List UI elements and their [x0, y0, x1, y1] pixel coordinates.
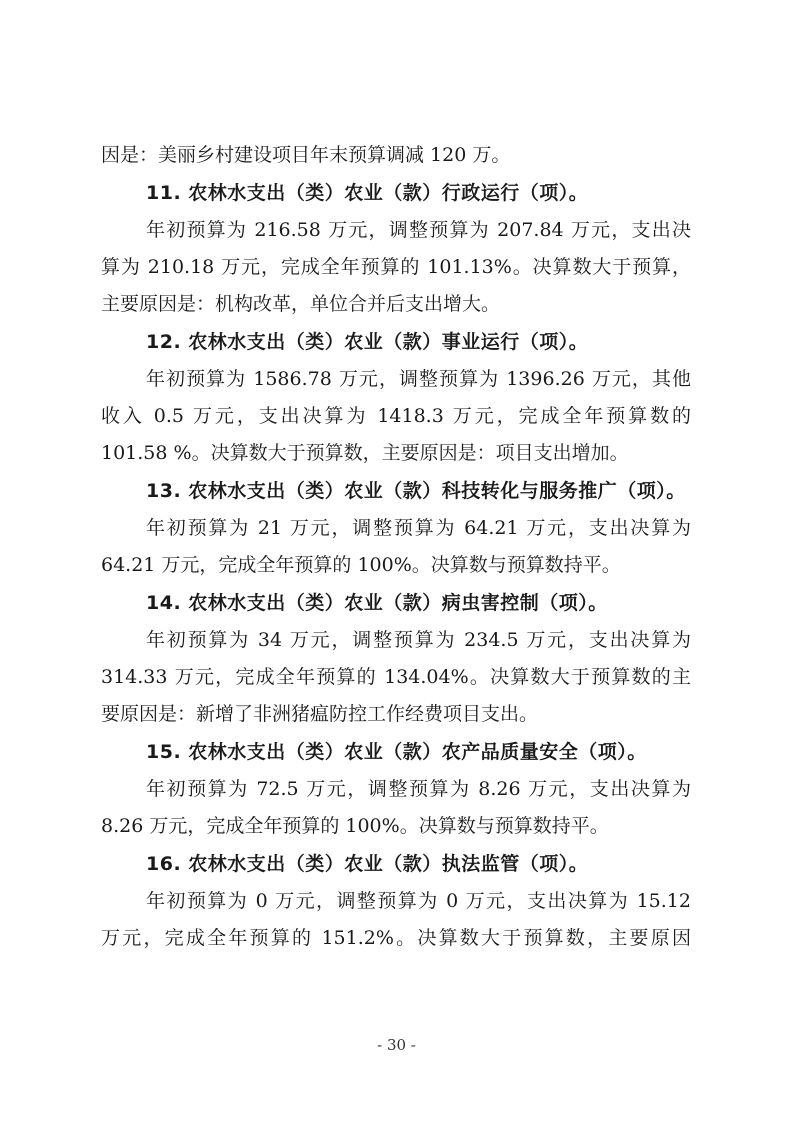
paragraph-line: 年初预算为 216.58 万元，调整预算为 207.84 万元，支出决 [146, 219, 691, 241]
paragraph-line: 年初预算为 1586.78 万元，调整预算为 1396.26 万元，其他 [146, 368, 691, 390]
paragraph-line: 314.33 万元，完成全年预算的 134.04%。决算数大于预算数的主 [101, 666, 691, 688]
paragraph-line: 64.21 万元，完成全年预算的 100%。决算数与预算数持平。 [101, 554, 621, 576]
paragraph-line: 算为 210.18 万元，完成全年预算的 101.13%。决算数大于预算， [101, 256, 691, 278]
paragraph-line: 年初预算为 0 万元，调整预算为 0 万元，支出决算为 15.12 [146, 890, 691, 912]
paragraph-line: 8.26 万元，完成全年预算的 100%。决算数与预算数持平。 [101, 815, 609, 837]
paragraph-line: 主要原因是：机构改革，单位合并后支出增大。 [101, 293, 501, 315]
paragraph-line: 年初预算为 34 万元，调整预算为 234.5 万元，支出决算为 [146, 629, 691, 651]
section-heading-15: 15. 农林水支出（类）农业（款）农产品质量安全（项）。 [146, 741, 647, 763]
paragraph-line: 年初预算为 72.5 万元，调整预算为 8.26 万元，支出决算为 [146, 778, 691, 800]
section-heading-13: 13. 农林水支出（类）农业（款）科技转化与服务推广（项）。 [146, 480, 686, 502]
section-heading-14: 14. 农林水支出（类）农业（款）病虫害控制（项）。 [146, 592, 608, 614]
section-heading-16: 16. 农林水支出（类）农业（款）执法监管（项）。 [146, 853, 589, 875]
page-number: - 30 - [377, 1036, 416, 1054]
paragraph-line: 万元，完成全年预算的 151.2%。决算数大于预算数，主要原因 [101, 927, 691, 949]
paragraph-line: 因是：美丽乡村建设项目年末预算调减 120 万。 [101, 144, 511, 166]
section-heading-12: 12. 农林水支出（类）农业（款）事业运行（项）。 [146, 331, 589, 353]
paragraph-line: 101.58 %。决算数大于预算数，主要原因是：项目支出增加。 [101, 442, 629, 464]
paragraph-line: 年初预算为 21 万元，调整预算为 64.21 万元，支出决算为 [146, 517, 691, 539]
paragraph-line: 收入 0.5 万元，支出决算为 1418.3 万元，完成全年预算数的 [101, 405, 691, 427]
paragraph-line: 要原因是：新增了非洲猪瘟防控工作经费项目支出。 [101, 703, 539, 725]
section-heading-11: 11. 农林水支出（类）农业（款）行政运行（项）。 [146, 182, 589, 204]
